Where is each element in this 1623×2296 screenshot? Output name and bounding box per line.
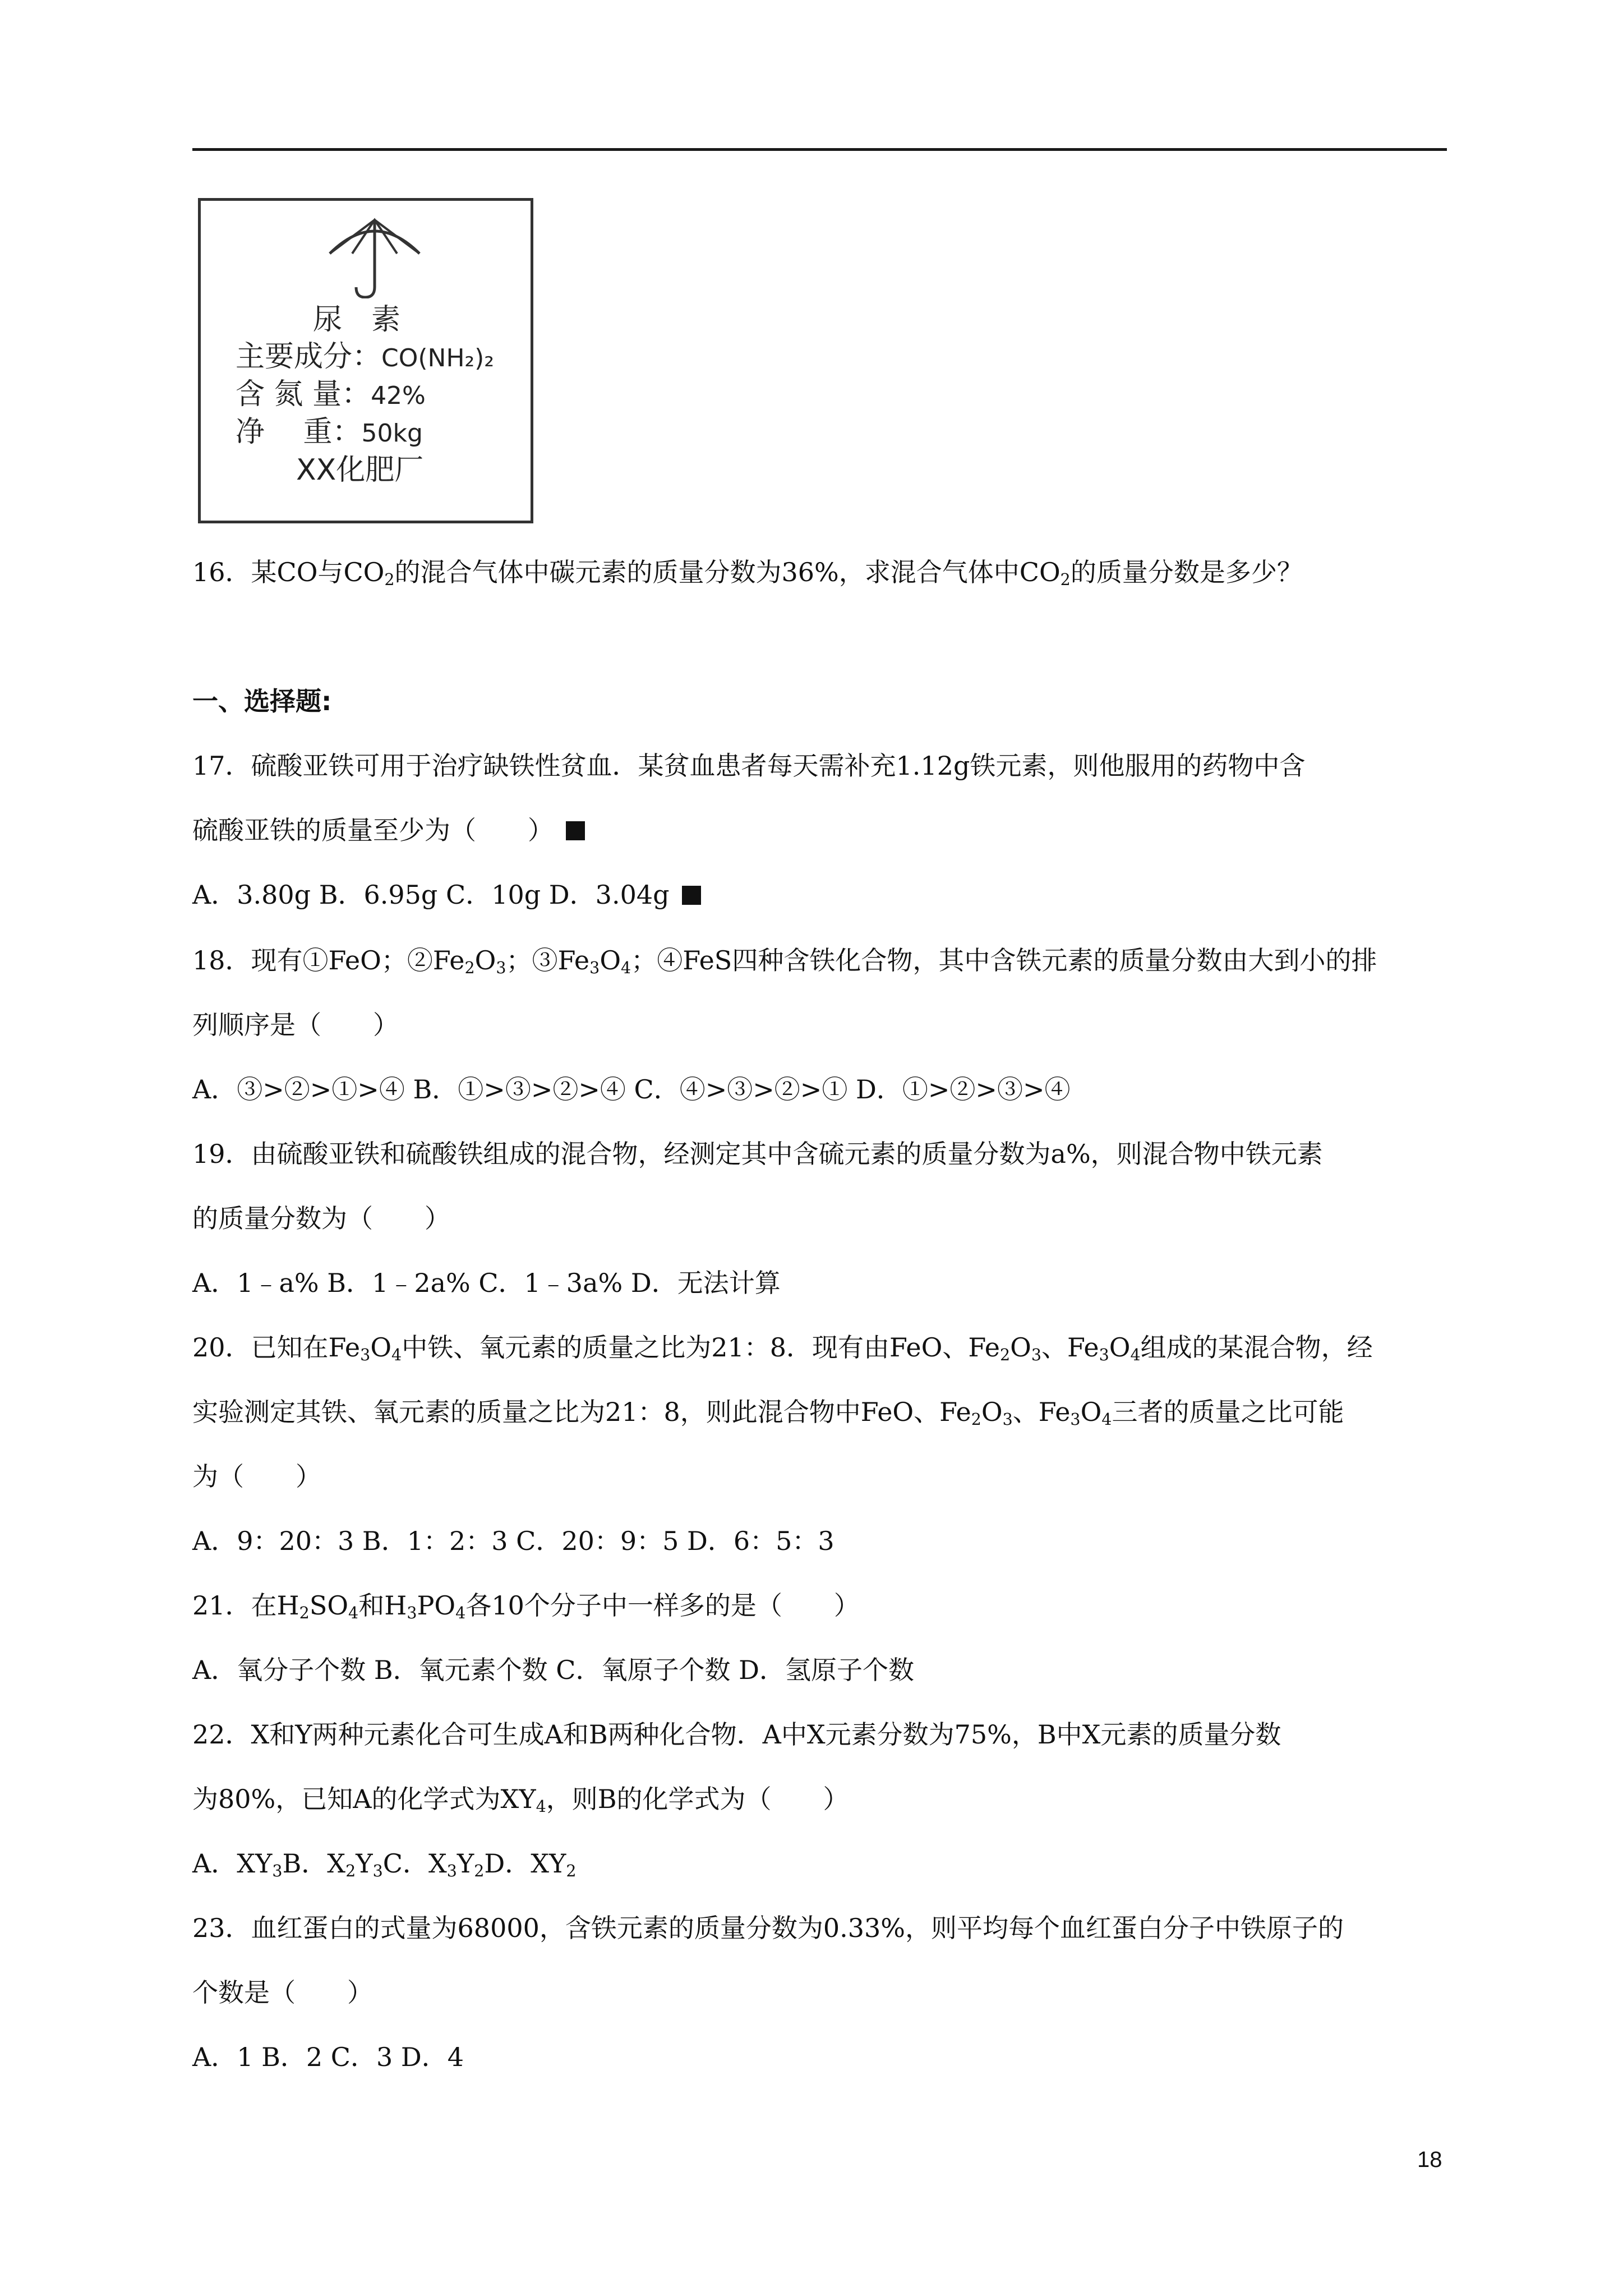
q19-line1: 19．由硫酸亚铁和硫酸铁组成的混合物，经测定其中含硫元素的质量分数为a%，则混合物中铁元素 bbox=[192, 1139, 1323, 1169]
q21-text: PO bbox=[417, 1590, 456, 1621]
q21-sub: 3 bbox=[407, 1604, 417, 1623]
q22-line1: 22．X和Y两种元素化合可生成A和B两种化合物．A中X元素分数为75%，B中X元素的质量分数 bbox=[192, 1719, 1281, 1750]
q20-text: 20．已知在Fe bbox=[192, 1332, 361, 1363]
q22-sub: 2 bbox=[566, 1862, 577, 1881]
q18-text: O bbox=[600, 945, 621, 976]
q16-text: 16．某CO与CO bbox=[192, 557, 385, 587]
q20-sub: 3 bbox=[1031, 1346, 1041, 1365]
q17-line1: 17．硫酸亚铁可用于治疗缺铁性贫血．某贫血患者每天需补充1.12g铁元素，则他服用的药物中含 bbox=[192, 751, 1306, 781]
component-label: 主要成分： bbox=[236, 340, 382, 374]
q18-text: ；③Fe bbox=[506, 945, 590, 976]
q20-text: 、Fe bbox=[1012, 1397, 1071, 1427]
q18-options: A．③>②>①>④ B．①>③>②>④ C．④>③>②>① D．①>②>③>④ bbox=[192, 1074, 1071, 1105]
q17-stem: 硫酸亚铁的质量至少为（ ） bbox=[192, 815, 554, 845]
q19-options: A．1﹣a% B．1﹣2a% C．1﹣3a% D．无法计算 bbox=[192, 1268, 781, 1298]
label-weight bbox=[236, 415, 423, 450]
nitrogen-label: 含 氮 量： bbox=[236, 378, 371, 411]
q20-sub: 4 bbox=[1101, 1410, 1112, 1429]
q21-line1 bbox=[192, 1589, 860, 1622]
q21-sub: 4 bbox=[348, 1604, 359, 1623]
q21-text: 21．在H bbox=[192, 1590, 299, 1621]
q16-sub: 2 bbox=[1060, 570, 1071, 590]
q18-text: ；④FeS四种含铁化合物，其中含铁元素的质量分数由大到小的排 bbox=[631, 945, 1377, 976]
q20-text: 实验测定其铁、氧元素的质量之比为21：8，则此混合物中FeO、Fe bbox=[192, 1397, 971, 1427]
q20-text: O bbox=[981, 1397, 1003, 1427]
q20-text: O bbox=[370, 1332, 392, 1363]
page-number: 18 bbox=[1417, 2147, 1442, 2172]
q22-sub: 3 bbox=[372, 1862, 383, 1881]
q20-text: 中铁、氧元素的质量之比为21：8．现有由FeO、Fe bbox=[402, 1332, 1000, 1363]
umbrella-icon bbox=[327, 214, 422, 298]
q17-line2 bbox=[192, 813, 585, 847]
q19-line2: 的质量分数为（ ） bbox=[192, 1203, 450, 1234]
q16-text: 的质量分数是多少？ bbox=[1070, 557, 1303, 587]
q22-option-c: C．X bbox=[382, 1848, 447, 1879]
q22-sub: 2 bbox=[345, 1862, 356, 1881]
q21-sub: 4 bbox=[455, 1604, 466, 1623]
q16-sub: 2 bbox=[384, 570, 395, 590]
q20-sub: 4 bbox=[1130, 1346, 1141, 1365]
q21-text: SO bbox=[309, 1590, 349, 1621]
q18-sub: 3 bbox=[496, 959, 506, 978]
q18-sub: 2 bbox=[464, 959, 475, 978]
question-16 bbox=[192, 555, 1303, 589]
square-mark-icon bbox=[682, 886, 701, 905]
header-rule bbox=[192, 148, 1447, 151]
q20-line1 bbox=[192, 1331, 1373, 1364]
q21-text: 各10个分子中一样多的是（ ） bbox=[465, 1590, 860, 1621]
q22-line2 bbox=[192, 1782, 849, 1816]
q18-sub: 3 bbox=[589, 959, 600, 978]
q20-sub: 2 bbox=[999, 1346, 1011, 1365]
label-factory: XX化肥厂 bbox=[296, 453, 424, 487]
q20-sub: 4 bbox=[391, 1346, 402, 1365]
q18-line1 bbox=[192, 944, 1377, 977]
q23-line1: 23．血红蛋白的式量为68000，含铁元素的质量分数为0.33%，则平均每个血红蛋白分子中铁原子的 bbox=[192, 1913, 1344, 1943]
q21-text: 和H bbox=[358, 1590, 407, 1621]
q22-option-b: B．X bbox=[282, 1848, 346, 1879]
q18-text: 18．现有①FeO；②Fe bbox=[192, 945, 465, 976]
label-component bbox=[236, 340, 494, 375]
q18-sub: 4 bbox=[621, 959, 631, 978]
q20-text: O bbox=[1080, 1397, 1102, 1427]
q17-options bbox=[192, 878, 701, 912]
q20-sub: 3 bbox=[1002, 1410, 1013, 1429]
q20-sub: 3 bbox=[1099, 1346, 1109, 1365]
q22-option-d: D．XY bbox=[484, 1848, 566, 1879]
q20-text: O bbox=[1109, 1332, 1131, 1363]
q17-options-text: A．3.80g B．6.95g C．10g D．3.04g bbox=[192, 880, 670, 910]
q20-sub: 3 bbox=[360, 1346, 371, 1365]
component-value: CO(NH₂)₂ bbox=[381, 344, 494, 372]
square-mark-icon bbox=[566, 821, 585, 840]
q22-text: Y bbox=[356, 1848, 373, 1879]
section-heading: 一、选择题: bbox=[192, 686, 332, 716]
q20-sub: 2 bbox=[971, 1410, 981, 1429]
q20-line3: 为（ ） bbox=[192, 1461, 321, 1492]
q18-text: O bbox=[474, 945, 496, 976]
label-title: 尿 素 bbox=[313, 303, 401, 337]
q22-text: Y bbox=[457, 1848, 474, 1879]
q22-sub: 3 bbox=[272, 1862, 283, 1881]
weight-value: 50kg bbox=[361, 419, 423, 448]
q22-text: 为80%，已知A的化学式为XY bbox=[192, 1784, 536, 1814]
q20-text: 三者的质量之比可能 bbox=[1112, 1397, 1344, 1427]
q21-options: A．氧分子个数 B．氧元素个数 C．氧原子个数 D．氢原子个数 bbox=[192, 1655, 914, 1685]
q20-sub: 3 bbox=[1070, 1410, 1081, 1429]
nitrogen-value: 42% bbox=[371, 381, 426, 410]
weight-label: 净 重： bbox=[236, 415, 362, 449]
q22-text: ，则B的化学式为（ ） bbox=[546, 1784, 849, 1814]
q20-text: 、Fe bbox=[1041, 1332, 1099, 1363]
q22-option-a: A．XY bbox=[192, 1848, 273, 1879]
q23-options: A．1 B．2 C．3 D．4 bbox=[192, 2042, 464, 2072]
urea-label-figure bbox=[198, 198, 533, 523]
q21-sub: 2 bbox=[299, 1604, 310, 1623]
q16-text: 的混合气体中碳元素的质量分数为36%，求混合气体中CO bbox=[394, 557, 1061, 587]
q20-text: O bbox=[1010, 1332, 1031, 1363]
q22-sub: 4 bbox=[536, 1797, 546, 1816]
q23-line2: 个数是（ ） bbox=[192, 1977, 373, 2008]
q22-options bbox=[192, 1847, 577, 1880]
label-nitrogen bbox=[236, 378, 426, 413]
q20-text: 组成的某混合物，经 bbox=[1140, 1332, 1373, 1363]
q22-sub: 3 bbox=[446, 1862, 457, 1881]
q20-line2 bbox=[192, 1395, 1344, 1429]
q20-options: A．9：20：3 B．1：2：3 C．20：9：5 D．6：5：3 bbox=[192, 1526, 834, 1556]
q18-line2: 列顺序是（ ） bbox=[192, 1010, 399, 1040]
q22-sub: 2 bbox=[474, 1862, 485, 1881]
